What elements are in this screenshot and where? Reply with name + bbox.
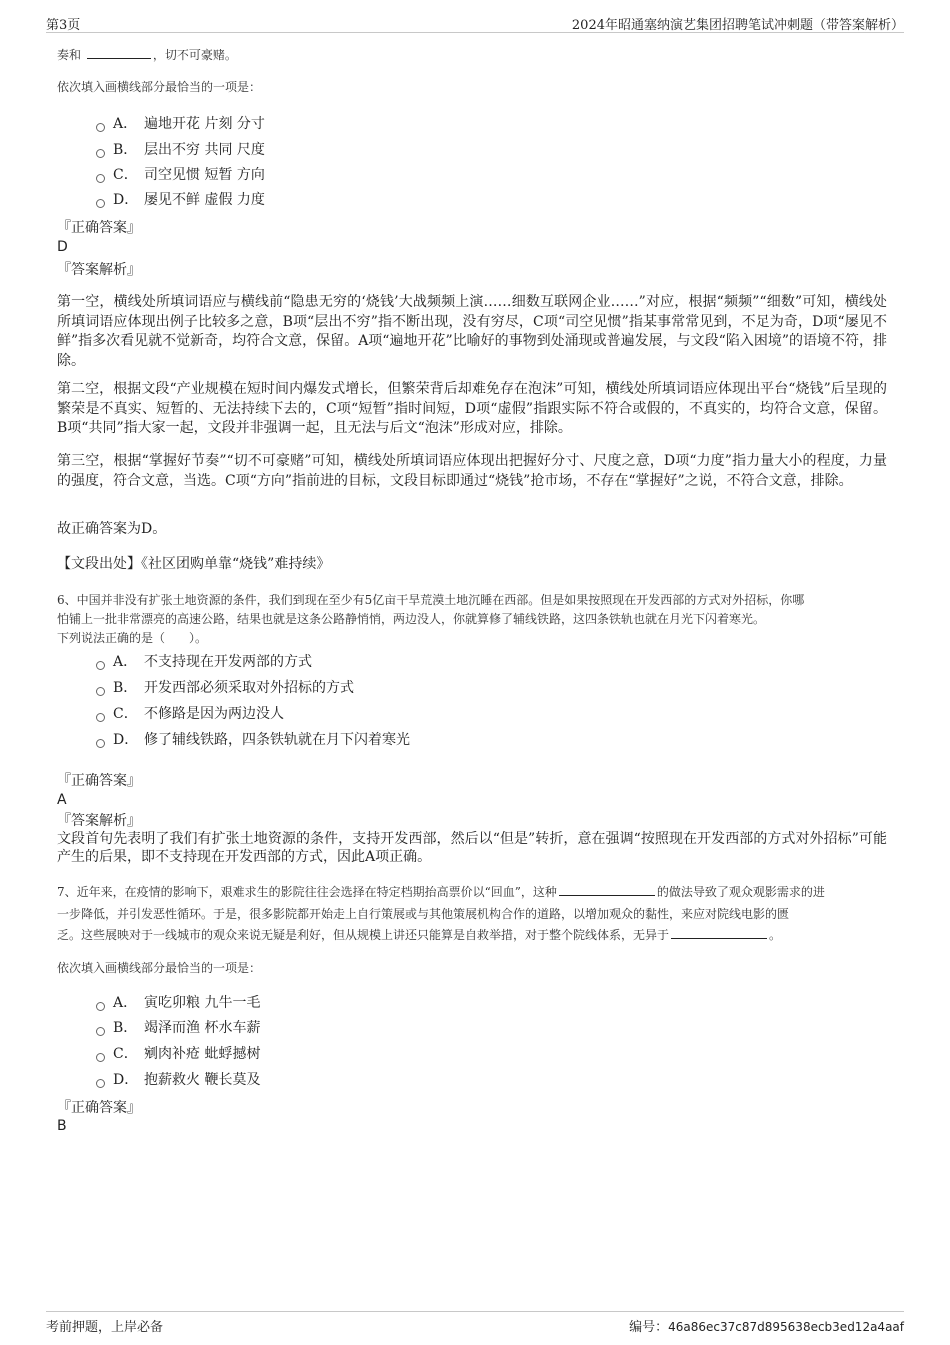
page-number: 第3页 bbox=[46, 18, 81, 33]
q6-option-a[interactable]: A． 不支持现在开发两部的方式 bbox=[96, 652, 312, 672]
page-footer bbox=[46, 1311, 904, 1336]
q7-option-d[interactable]: D． 抱薪救火 鞭长莫及 bbox=[96, 1070, 260, 1090]
q7-option-a[interactable]: A． 寅吃卯粮 九牛一毛 bbox=[96, 993, 260, 1013]
radio-icon[interactable] bbox=[96, 123, 105, 132]
q6-answer-label: 『正确答案』 bbox=[57, 773, 141, 789]
q6-option-d[interactable]: D． 修了辅线铁路，四条铁轨就在月下闪着寒光 bbox=[96, 730, 410, 750]
q7-option-b[interactable]: B． 竭泽而渔 杯水车薪 bbox=[96, 1018, 260, 1038]
q5-analysis-p2: 第二空，根据文段“产业规模在短时间内爆发式增长，但繁荣背后却难免存在泡沫”可知，横线处所填词语应体现出平台“烧钱”后呈现的繁荣是不真实、短暂的、无法持续下去的，C项“短暂”指时间短，D项“虚假”指跟实际不符合或假的，不真实的，均符合文意，保留。B项“共同”指大家一起，文段并非强调一起，且无法与后文“泡沫”形成对应，排除。 bbox=[57, 381, 887, 436]
q5-analysis-p1: 第一空，横线处所填词语应与横线前“隐患无穷的‘烧钱’大战频频上演……细数互联网企业……”对应，根据“频频”“细数”可知，横线处所填词语应体现出例子比较多之意，B项“层出不穷”指不断出现，没有穷尽，C项“司空见惯”指某事常常见到，不足为奇，D项“屡见不鲜”指多次看见就不觉新奇，均符合文意，保留。A项“遍地开花”比喻好的事物到处涌现或普遍发展，与文段“陷入困境”的语境不符，排除。 bbox=[57, 294, 887, 369]
q7-stem-line1: 7、近年来，在疫情的影响下，艰难求生的影院往往会选择在特定档期抬高票价以“回血”，这种 的做法导致了观众观影需求的进 bbox=[57, 885, 825, 899]
q6-stem-line2: 怕铺上一批非常漂亮的高速公路，结果也就是这条公路静悄悄，两边没人，你就算修了辅线铁路，这四条铁轨也就在月光下闪着寒光。 bbox=[57, 612, 766, 626]
q7-answer: B bbox=[57, 1118, 67, 1134]
q5-option-c[interactable]: C． 司空见惯 短暂 方向 bbox=[96, 165, 265, 185]
q5-analysis-p3: 第三空，根据“掌握好节奏”“切不可豪赌”可知，横线处所填词语应体现出把握好分寸、尺度之意，D项“力度”指力量大小的程度，力量的强度，符合文意，当选。C项“方向”指前进的目标，文段目标即通过“烧钱”抢市场，不存在“掌握好”之说，不符合文意，排除。 bbox=[57, 453, 887, 489]
fill-blank bbox=[87, 46, 151, 59]
q6-option-c[interactable]: C． 不修路是因为两边没人 bbox=[96, 704, 284, 724]
radio-icon[interactable] bbox=[96, 1002, 105, 1011]
q5-analysis-conclusion: 故正确答案为D。 bbox=[57, 521, 167, 537]
q6-stem-line1: 6、中国并非没有扩张土地资源的条件，我们到现在至少有5亿亩干旱荒漠土地沉睡在西部。但是如果按照现在开发西部的方式对外招标，你哪 bbox=[57, 593, 805, 607]
radio-icon[interactable] bbox=[96, 1053, 105, 1062]
radio-icon[interactable] bbox=[96, 687, 105, 696]
fill-blank bbox=[559, 883, 655, 896]
radio-icon[interactable] bbox=[96, 739, 105, 748]
fill-blank bbox=[671, 926, 767, 939]
q6-analysis: 文段首句先表明了我们有扩张土地资源的条件，支持开发西部，然后以“但是”转折，意在强调“按照现在开发西部的方式对外招标”可能产生的后果，即不支持现在开发西部的方式，因此A项正确。 bbox=[57, 831, 887, 865]
q5-option-b[interactable]: B． 层出不穷 共同 尺度 bbox=[96, 140, 265, 160]
q5-option-d[interactable]: D． 屡见不鲜 虚假 力度 bbox=[96, 190, 265, 210]
q6-question: 下列说法正确的是（ ）。 bbox=[57, 631, 208, 645]
q6-option-b[interactable]: B． 开发西部必须采取对外招标的方式 bbox=[96, 678, 354, 698]
q7-stem-line3: 乏。这些展映对于一线城市的观众来说无疑是利好，但从规模上讲还只能算是自救举措，对于整个院线体系，无异于 。 bbox=[57, 928, 782, 942]
radio-icon[interactable] bbox=[96, 713, 105, 722]
radio-icon[interactable] bbox=[96, 1079, 105, 1088]
radio-icon[interactable] bbox=[96, 199, 105, 208]
q7-instruction: 依次填入画横线部分最恰当的一项是： bbox=[57, 961, 262, 975]
document-code: 编号：46a86ec37c87d895638ecb3ed12a4aaf bbox=[629, 1320, 904, 1335]
footer-slogan: 考前押题，上岸必备 bbox=[46, 1320, 164, 1335]
radio-icon[interactable] bbox=[96, 661, 105, 670]
q7-stem-line2: 一步降低，并引发恶性循环。于是，很多影院都开始走上自行策展或与其他策展机构合作的道路，以增加观众的黏性，来应对院线电影的匮 bbox=[57, 907, 790, 921]
document-title: 2024年昭通塞纳演艺集团招聘笔试冲刺题（带答案解析） bbox=[571, 18, 904, 33]
radio-icon[interactable] bbox=[96, 149, 105, 158]
radio-icon[interactable] bbox=[96, 174, 105, 183]
q5-stem-continuation: 奏和 ，切不可豪赌。 bbox=[57, 48, 237, 62]
q5-source: 【文段出处】《社区团购单靠“烧钱”难持续》 bbox=[57, 556, 331, 572]
radio-icon[interactable] bbox=[96, 1027, 105, 1036]
q6-answer: A bbox=[57, 792, 67, 808]
q5-answer: D bbox=[57, 239, 68, 255]
q7-answer-label: 『正确答案』 bbox=[57, 1100, 141, 1116]
q5-analysis-label: 『答案解析』 bbox=[57, 262, 141, 278]
page-header bbox=[46, 12, 904, 33]
q6-analysis-label: 『答案解析』 bbox=[57, 813, 141, 829]
q5-answer-label: 『正确答案』 bbox=[57, 220, 141, 236]
q5-instruction: 依次填入画横线部分最恰当的一项是： bbox=[57, 80, 262, 94]
q5-option-a[interactable]: A． 遍地开花 片刻 分寸 bbox=[96, 114, 265, 134]
q7-option-c[interactable]: C． 剜肉补疮 蚍蜉撼树 bbox=[96, 1044, 260, 1064]
